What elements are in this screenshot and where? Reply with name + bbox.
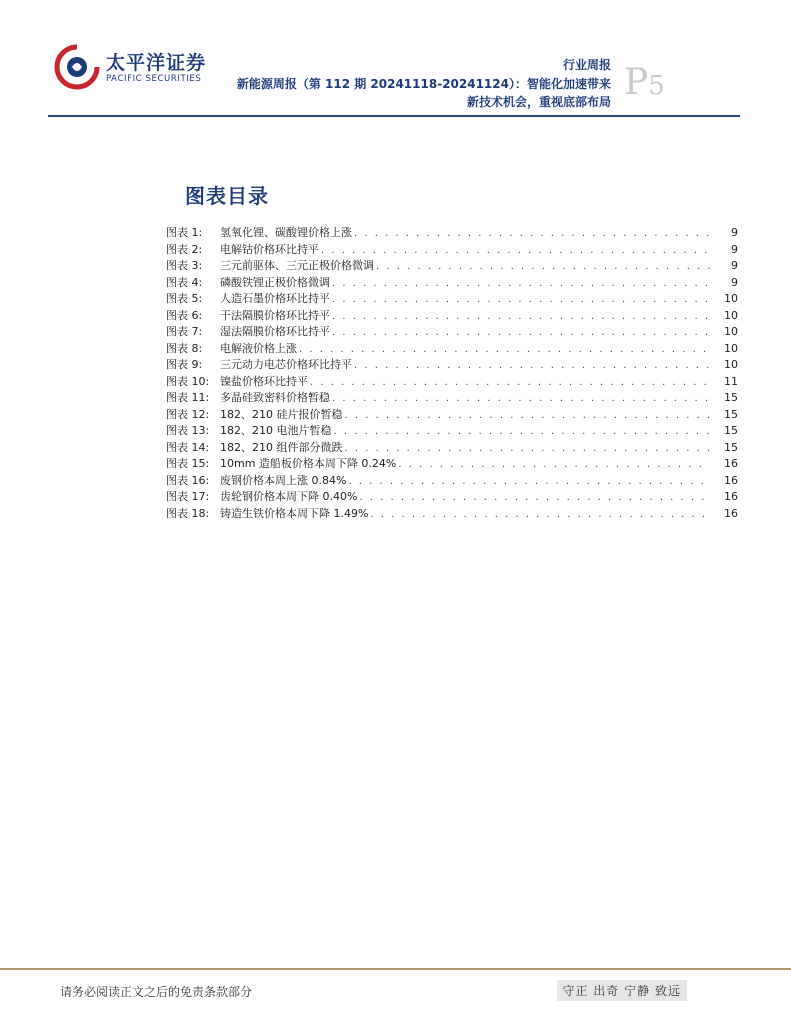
toc-entry-page: 15 bbox=[724, 391, 738, 404]
toc-entry-page: 9 bbox=[731, 226, 738, 239]
toc-entry-label: 图表 16: bbox=[166, 473, 210, 487]
toc-dot-leader bbox=[345, 410, 711, 421]
toc-entry-page: 16 bbox=[724, 457, 738, 470]
company-logo bbox=[54, 44, 207, 90]
toc-entry-label: 图表 11: bbox=[166, 391, 210, 404]
toc-entry[interactable] bbox=[166, 505, 738, 522]
toc-dot-leader bbox=[359, 492, 710, 503]
toc-entry-label: 图表 1: bbox=[166, 226, 203, 239]
toc-entry-title: 三元动力电芯价格环比持平 bbox=[220, 358, 352, 371]
toc-dot-leader bbox=[299, 344, 710, 355]
toc-entry[interactable] bbox=[166, 340, 738, 357]
toc-entry-label: 图表 3: bbox=[166, 259, 203, 272]
toc-entry-label: 图表 2: bbox=[166, 242, 203, 256]
toc-entry[interactable] bbox=[166, 257, 738, 274]
toc-entry-page: 10 bbox=[724, 325, 738, 338]
toc-entry-page: 11 bbox=[724, 374, 738, 388]
toc-dot-leader bbox=[345, 443, 711, 454]
toc-entry-title: 废钢价格本周上涨 0.84% bbox=[220, 473, 347, 487]
toc-entry[interactable] bbox=[166, 356, 738, 373]
toc-entry-page: 9 bbox=[731, 275, 738, 289]
toc-entry-title: 干法隔膜价格环比持平 bbox=[220, 308, 330, 322]
toc-entry-label: 图表 14: bbox=[166, 440, 210, 454]
toc-entry-label: 图表 12: bbox=[166, 407, 210, 421]
report-category: 行业周报 bbox=[562, 58, 611, 72]
toc-entry[interactable] bbox=[166, 439, 738, 456]
pacific-securities-logo-icon bbox=[54, 44, 100, 90]
page-letter: P bbox=[624, 62, 649, 103]
toc-entry-title: 182、210 组件部分微跌 bbox=[220, 440, 343, 454]
toc-entry[interactable] bbox=[166, 323, 738, 340]
toc-entry-page: 9 bbox=[731, 242, 738, 256]
footer-disclaimer: 请务必阅读正文之后的免责条款部分 bbox=[60, 985, 253, 999]
toc-entry-title: 10mm 造船板价格本周下降 0.24% bbox=[220, 457, 397, 470]
toc-entry-title: 182、210 硅片报价暂稳 bbox=[220, 407, 343, 421]
toc-dot-leader bbox=[310, 377, 710, 388]
toc-entry-label: 图表 10: bbox=[166, 374, 210, 388]
toc-entry-title: 三元前驱体、三元正极价格微调 bbox=[220, 259, 374, 272]
toc-entry[interactable] bbox=[166, 224, 738, 241]
toc-dot-leader bbox=[332, 311, 710, 322]
toc-entry[interactable] bbox=[166, 406, 738, 423]
toc-dot-leader bbox=[376, 261, 710, 272]
toc-dot-leader bbox=[332, 327, 710, 338]
toc-dot-leader bbox=[354, 360, 710, 371]
toc-entry[interactable] bbox=[166, 455, 738, 472]
logo-chinese-name: 太平洋证券 bbox=[106, 52, 207, 74]
toc-entry-title: 氢氧化锂、碳酸锂价格上涨 bbox=[220, 226, 352, 239]
toc-entry-label: 图表 13: bbox=[166, 424, 210, 437]
toc-entry-title: 电解钴价格环比持平 bbox=[220, 242, 319, 256]
toc-entry-title: 电解液价格上涨 bbox=[220, 341, 297, 355]
header-divider bbox=[48, 115, 740, 117]
toc-entry-label: 图表 8: bbox=[166, 341, 203, 355]
toc-entry-title: 湿法隔膜价格环比持平 bbox=[220, 325, 330, 338]
figure-list bbox=[166, 224, 738, 521]
toc-entry[interactable] bbox=[166, 274, 738, 291]
toc-entry-label: 图表 15: bbox=[166, 457, 210, 470]
toc-dot-leader bbox=[332, 393, 710, 404]
toc-entry-page: 10 bbox=[724, 308, 738, 322]
toc-entry-page: 10 bbox=[724, 292, 738, 305]
toc-entry[interactable] bbox=[166, 307, 738, 324]
toc-entry-page: 16 bbox=[724, 506, 738, 520]
toc-entry-page: 9 bbox=[731, 259, 738, 272]
report-title-line1: 新能源周报（第 112 期 20241118-20241124）：智能化加速带来 bbox=[236, 77, 611, 91]
toc-dot-leader bbox=[398, 459, 710, 470]
toc-entry-page: 16 bbox=[724, 490, 738, 503]
footer-motto: 守正 出奇 宁静 致远 bbox=[557, 980, 687, 1001]
report-title-line2: 新技术机会，重视底部布局 bbox=[466, 95, 611, 109]
toc-entry-label: 图表 9: bbox=[166, 358, 203, 371]
toc-dot-leader bbox=[370, 509, 710, 520]
toc-entry[interactable] bbox=[166, 241, 738, 258]
page-digit: 5 bbox=[648, 71, 665, 101]
toc-entry-label: 图表 6: bbox=[166, 308, 203, 322]
toc-entry-page: 16 bbox=[724, 473, 738, 487]
toc-dot-leader bbox=[321, 245, 710, 256]
logo-english-name: PACIFIC SECURITIES bbox=[106, 74, 202, 84]
toc-entry-title: 人造石墨价格环比持平 bbox=[220, 292, 330, 305]
toc-entry[interactable] bbox=[166, 373, 738, 390]
toc-entry-label: 图表 18: bbox=[166, 506, 210, 520]
toc-entry-label: 图表 7: bbox=[166, 325, 203, 338]
toc-entry-page: 15 bbox=[724, 407, 738, 421]
toc-entry-title: 磷酸铁锂正极价格微调 bbox=[220, 275, 330, 289]
toc-heading: 图表目录 bbox=[185, 184, 269, 208]
page-number bbox=[624, 62, 665, 103]
toc-dot-leader bbox=[332, 294, 710, 305]
toc-entry-label: 图表 5: bbox=[166, 292, 203, 305]
toc-entry-title: 多晶硅致密料价格暂稳 bbox=[220, 391, 330, 404]
toc-entry-title: 铸造生铁价格本周下降 1.49% bbox=[220, 506, 369, 520]
toc-entry[interactable] bbox=[166, 422, 738, 439]
toc-entry-page: 15 bbox=[724, 440, 738, 454]
toc-entry-label: 图表 17: bbox=[166, 490, 210, 503]
toc-entry-title: 182、210 电池片暂稳 bbox=[220, 424, 332, 437]
toc-dot-leader bbox=[332, 278, 710, 289]
toc-entry-page: 10 bbox=[724, 341, 738, 355]
footer-divider bbox=[0, 968, 791, 970]
toc-dot-leader bbox=[334, 426, 711, 437]
toc-entry[interactable] bbox=[166, 290, 738, 307]
toc-entry[interactable] bbox=[166, 472, 738, 489]
toc-entry-page: 15 bbox=[724, 424, 738, 437]
toc-entry-title: 镍盐价格环比持平 bbox=[220, 374, 308, 388]
toc-dot-leader bbox=[348, 476, 710, 487]
toc-entry[interactable] bbox=[166, 488, 738, 505]
toc-entry-label: 图表 4: bbox=[166, 275, 203, 289]
toc-entry-page: 10 bbox=[724, 358, 738, 371]
toc-entry[interactable] bbox=[166, 389, 738, 406]
toc-dot-leader bbox=[354, 228, 710, 239]
toc-entry-title: 齿轮钢价格本周下降 0.40% bbox=[220, 490, 358, 503]
